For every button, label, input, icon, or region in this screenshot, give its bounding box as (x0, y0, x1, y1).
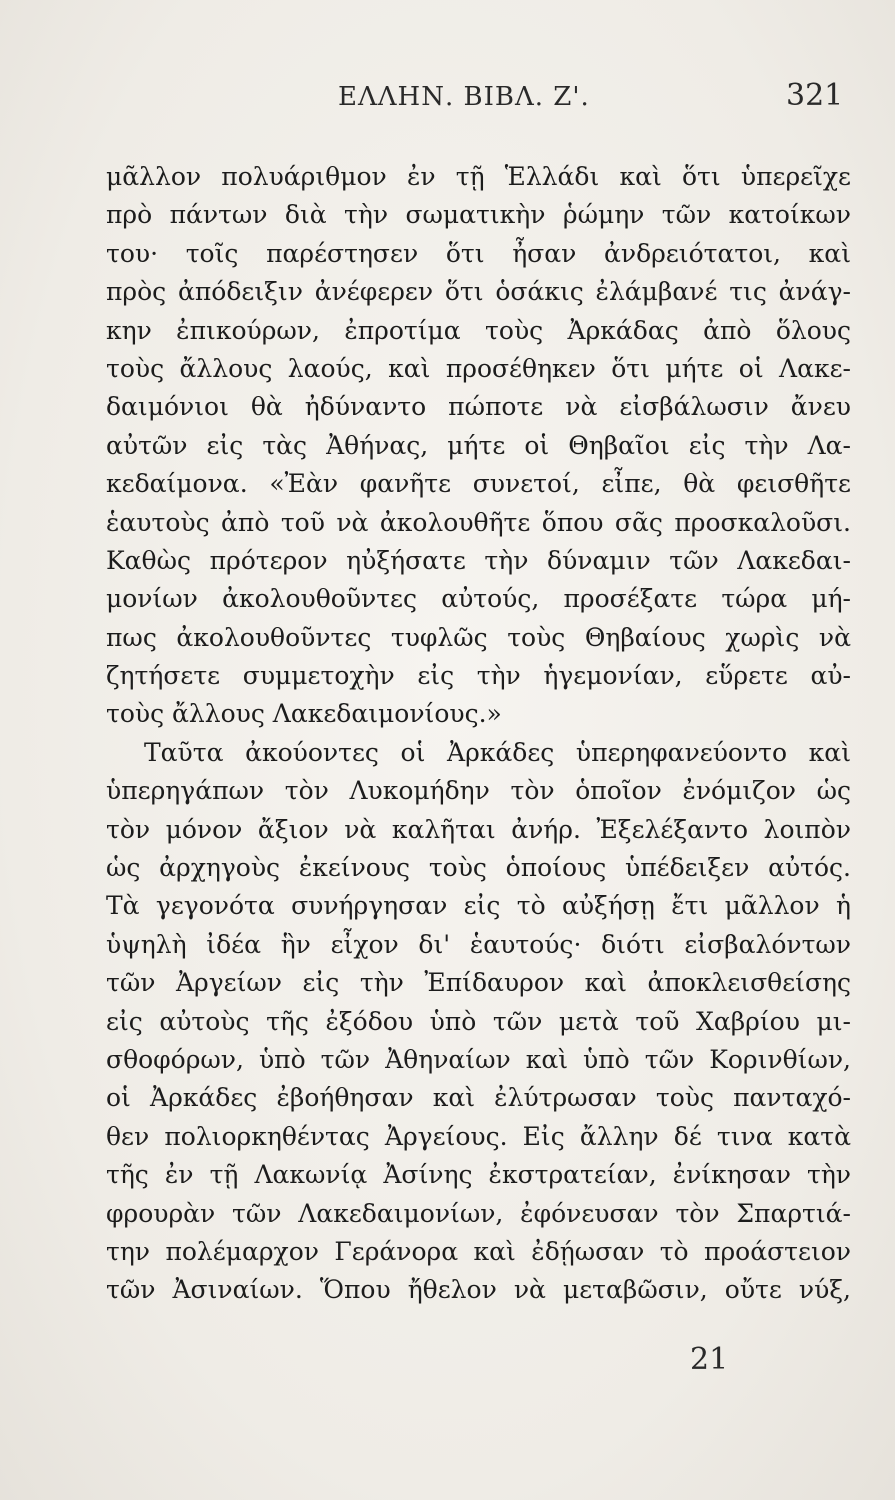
text-line: σθοφόρων, ὑπὸ τῶν Ἀθηναίων καὶ ὑπὸ τῶν Κορινθίων, (106, 1044, 851, 1074)
text-line: θεν πολιορκηθέντας Ἀργείους. Εἰς ἄλλην δέ τινα κατὰ (106, 1121, 851, 1151)
text-line: κην ἐπικούρων, ἐπροτίμα τοὺς Ἀρκάδας ἀπὸ ὅλους (106, 315, 851, 345)
text-line: τῶν Ἀσιναίων. Ὅπου ἤθελον νὰ μεταβῶσιν, οὔτε νύξ, (106, 1275, 851, 1305)
text-line: Ταῦτα ἀκούοντες οἱ Ἀρκάδες ὑπερηφανεύοντο καὶ (144, 737, 851, 767)
text-line: ὑψηλὴ ἰδέα ἣν εἶχον δι' ἑαυτούς· διότι εἰσβαλόντων (106, 929, 851, 959)
signature-mark: 21 (690, 1342, 729, 1377)
text-line: κεδαίμονα. «Ἐὰν φανῆτε συνετοί, εἶπε, θὰ φεισθῆτε (106, 469, 851, 499)
text-line: οἱ Ἀρκάδες ἐβοήθησαν καὶ ἐλύτρωσαν τοὺς πανταχό- (106, 1083, 851, 1113)
text-line: μᾶλλον πολυάριθμον ἐν τῇ Ἑλλάδι καὶ ὅτι ὑπερεῖχε (106, 162, 851, 191)
text-line: πως ἀκολουθοῦντες τυφλῶς τοὺς Θηβαίους χωρὶς νὰ (106, 622, 851, 652)
text-line: τῶν Ἀργείων εἰς τὴν Ἐπίδαυρον καὶ ἀποκλεισθείσης (106, 968, 851, 998)
text-line: τοὺς ἄλλους λαούς, καὶ προσέθηκεν ὅτι μήτε οἱ Λακε- (106, 353, 851, 383)
text-line: τῆς ἐν τῇ Λακωνίᾳ Ἀσίνης ἐκστρατείαν, ἐνίκησαν τὴν (106, 1160, 851, 1190)
text-line: αὐτῶν εἰς τὰς Ἀθήνας, μήτε οἱ Θηβαῖοι εἰς τὴν Λα- (106, 430, 851, 460)
text-line: Καθὼς πρότερον ηὐξήσατε τὴν δύναμιν τῶν Λακεδαι- (106, 545, 851, 575)
text-line: μονίων ἀκολουθοῦντες αὐτούς, προσέξατε τώρα μή- (106, 584, 851, 614)
text-line: εἰς αὐτοὺς τῆς ἐξόδου ὑπὸ τῶν μετὰ τοῦ Χαβρίου μι- (106, 1006, 851, 1036)
text-line: φρουρὰν τῶν Λακεδαιμονίων, ἐφόνευσαν τὸν Σπαρτιά- (106, 1198, 851, 1228)
running-head: ΕΛΛΗΝ. ΒΙΒΛ. Ζ'. (338, 82, 590, 112)
text-line: τοὺς ἄλλους Λακεδαιμονίους.» (106, 699, 502, 729)
text-line: Τὰ γεγονότα συνήργησαν εἰς τὸ αὐξήσῃ ἔτι μᾶλλον ἡ (106, 891, 851, 921)
text-line: δαιμόνιοι θὰ ἠδύναντο πώποτε νὰ εἰσβάλωσιν ἄνευ (106, 392, 851, 422)
text-line: την πολέμαρχον Γεράνορα καὶ ἐδῄωσαν τὸ προάστειον (106, 1236, 851, 1266)
text-line: ζητήσετε συμμετοχὴν εἰς τὴν ἡγεμονίαν, εὕρετε αὐ- (106, 661, 851, 691)
text-line: ὑπερηγάπων τὸν Λυκομήδην τὸν ὁποῖον ἐνόμιζον ὡς (106, 776, 851, 806)
text-line: τὸν μόνον ἄξιον νὰ καλῆται ἀνήρ. Ἐξελέξαντο λοιπὸν (106, 814, 851, 844)
page-number: 321 (786, 78, 844, 113)
text-line: ἑαυτοὺς ἀπὸ τοῦ νὰ ἀκολουθῆτε ὅπου σᾶς προσκαλοῦσι. (106, 507, 851, 537)
text-line: του· τοῖς παρέστησεν ὅτι ἦσαν ἀνδρειότατοι, καὶ (106, 238, 851, 268)
text-line: ὡς ἀρχηγοὺς ἐκείνους τοὺς ὁποίους ὑπέδειξεν αὐτός. (106, 853, 851, 883)
text-line: πρὸ πάντων διὰ τὴν σωματικὴν ῥώμην τῶν κατοίκων (106, 200, 851, 230)
body-text (106, 158, 851, 1310)
text-line: πρὸς ἀπόδειξιν ἀνέφερεν ὅτι ὁσάκις ἐλάμβανέ τις ἀνάγ- (106, 277, 851, 307)
